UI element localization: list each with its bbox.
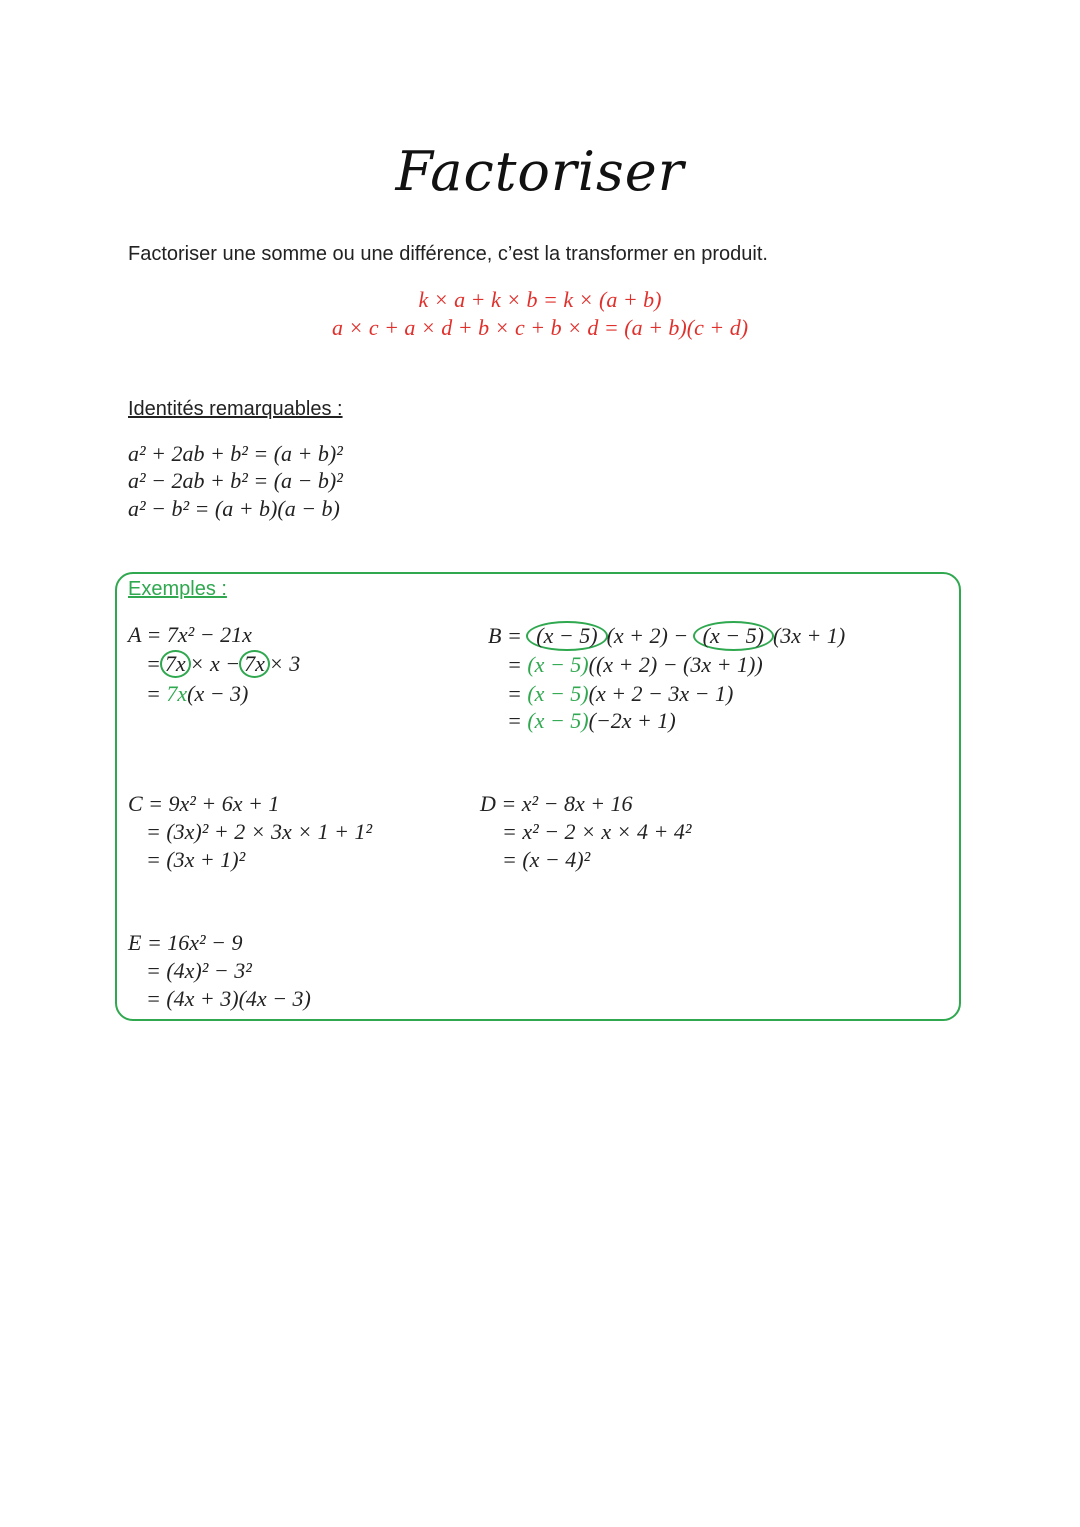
identity-3: a² − b² = (a + b)(a − b) bbox=[128, 496, 340, 521]
text: = bbox=[507, 681, 528, 706]
example-a-line-3 bbox=[146, 680, 248, 708]
example-b-line-2 bbox=[507, 651, 763, 679]
text: = bbox=[146, 651, 161, 676]
common-factor: (x − 5) bbox=[527, 681, 589, 706]
text: ((x + 2) − (3x + 1)) bbox=[588, 652, 763, 677]
identities-heading: Identités remarquables : bbox=[128, 398, 343, 420]
identity-1: a² + 2ab + b² = (a + b)² bbox=[128, 441, 343, 466]
text: (−2x + 1) bbox=[588, 708, 676, 733]
example-e-line-3: = (4x + 3)(4x − 3) bbox=[146, 986, 311, 1011]
example-c-line-1: C = 9x² + 6x + 1 bbox=[128, 791, 280, 816]
example-d-line-2: = x² − 2 × x × 4 + 4² bbox=[502, 819, 692, 844]
identity-2: a² − 2ab + b² = (a − b)² bbox=[128, 468, 343, 493]
page-title: Factoriser bbox=[395, 140, 685, 203]
text: (x + 2) − bbox=[606, 623, 694, 648]
text: = bbox=[507, 708, 528, 733]
circled-term: (x − 5) bbox=[526, 621, 607, 651]
common-factor: 7x bbox=[166, 681, 188, 706]
text: (x − 3) bbox=[187, 681, 249, 706]
example-a-line-2 bbox=[146, 650, 300, 678]
example-e-line-1: E = 16x² − 9 bbox=[128, 930, 243, 955]
examples-heading: Exemples : bbox=[128, 578, 227, 600]
text: × x − bbox=[189, 651, 241, 676]
example-e-line-2: = (4x)² − 3² bbox=[146, 958, 252, 983]
common-factor: (x − 5) bbox=[527, 652, 589, 677]
circled-term: 7x bbox=[239, 650, 270, 678]
example-d-line-1: D = x² − 8x + 16 bbox=[480, 791, 633, 816]
formula-line-1: k × a + k × b = k × (a + b) bbox=[418, 287, 662, 312]
intro-text: Factoriser une somme ou une différence, c’est la transformer en produit. bbox=[128, 243, 768, 265]
text: (x + 2 − 3x − 1) bbox=[588, 681, 734, 706]
circled-term: (x − 5) bbox=[693, 621, 774, 651]
example-b-line-3 bbox=[507, 680, 733, 708]
text: = bbox=[146, 681, 167, 706]
example-b-line-1 bbox=[488, 621, 845, 651]
example-a-line-1: A = 7x² − 21x bbox=[128, 622, 252, 647]
text: (3x + 1) bbox=[772, 623, 846, 648]
formula-line-2: a × c + a × d + b × c + b × d = (a + b)(c + d) bbox=[331, 315, 749, 340]
text: B = bbox=[488, 623, 528, 648]
text: = bbox=[507, 652, 528, 677]
example-c-line-2: = (3x)² + 2 × 3x × 1 + 1² bbox=[146, 819, 373, 844]
circled-term: 7x bbox=[160, 650, 191, 678]
example-c-line-3: = (3x + 1)² bbox=[146, 847, 246, 872]
example-b-line-4 bbox=[507, 707, 676, 735]
text: × 3 bbox=[268, 651, 301, 676]
common-factor: (x − 5) bbox=[527, 708, 589, 733]
example-d-line-3: = (x − 4)² bbox=[502, 847, 591, 872]
